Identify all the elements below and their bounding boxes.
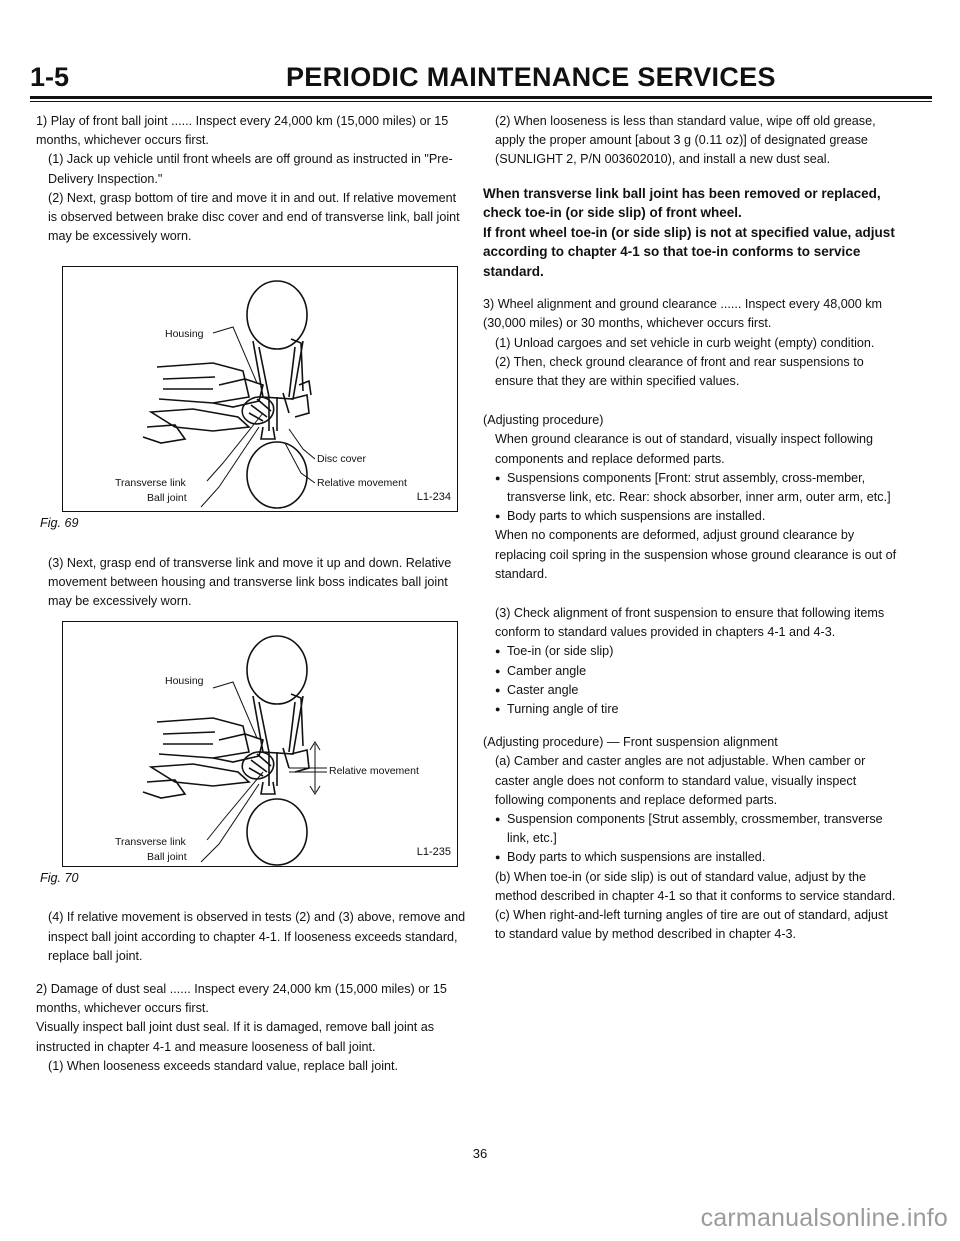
bullet-item: ● Turning angle of tire: [495, 700, 901, 719]
figure-caption: Fig. 70: [40, 871, 79, 886]
bullet-item: ● Suspensions components [Front: strut assembly, cross-member, transverse link, etc. Rear: shock absorber, inner arm, outer arm, etc.]: [495, 469, 901, 507]
dust-seal-step-1: (1) When looseness exceeds standard value, replace ball joint.: [48, 1058, 399, 1073]
watermark: carmanualsonline.info: [700, 1204, 948, 1232]
bullet-item: ● Body parts to which suspensions are installed.: [495, 848, 901, 867]
front-alignment-heading: (Adjusting procedure) — Front suspension alignment: [483, 735, 778, 750]
page-number: 36: [472, 1146, 488, 1161]
figure-code: L1-234: [416, 491, 451, 504]
step-3-grasp-link: (3) Next, grasp end of transverse link and move it up and down. Relative movement between housing and transverse link boss indicates ball joint may be excessively worn.: [48, 555, 452, 609]
page-header: [30, 62, 932, 94]
bullet-item: ● Camber angle: [495, 662, 901, 681]
header-rule: [30, 96, 932, 99]
adjusting-procedure-text: When no components are deformed, adjust ground clearance by replacing coil spring in the suspension whose ground clearance is out of standard.: [495, 528, 897, 581]
label-housing: Housing: [165, 675, 204, 688]
alignment-step-1: (1) Unload cargoes and set vehicle in curb weight (empty) condition.: [495, 335, 875, 350]
warning-toe-in-adjust: If front wheel toe-in (or side slip) is not at specified value, adjust according to chapter 4-1 so that toe-in conforms to service standard.: [483, 224, 895, 279]
figure-70: [62, 621, 458, 867]
label-ball-joint: Ball joint: [147, 492, 187, 505]
warning-toe-in-check: When transverse link ball joint has been removed or replaced, check toe-in (or side slip) of front wheel.: [483, 185, 881, 221]
label-housing: Housing: [165, 328, 204, 341]
label-disc-cover: Disc cover: [317, 453, 367, 466]
adjusting-procedure-heading: (Adjusting procedure): [483, 413, 604, 428]
alignment-step-3: (3) Check alignment of front suspension to ensure that following items conform to standard values provided in chapters 4-1 and 4-3.: [495, 605, 885, 640]
figure-code: L1-235: [416, 846, 451, 859]
bullet-item: ● Toe-in (or side slip): [495, 642, 901, 661]
item-3-wheel-alignment: 3) Wheel alignment and ground clearance ...... Inspect every 48,000 km (30,000 miles) or 30 months, whichever occurs first.: [483, 297, 883, 331]
figure-69: [62, 266, 458, 512]
step-1-jack-up: (1) Jack up vehicle until front wheels are off ground as instructed in "Pre-Delivery Inspection.": [48, 152, 453, 186]
bullet-item: ● Suspension components [Strut assembly, crossmember, transverse link, etc.]: [495, 810, 901, 848]
front-alignment-c: (c) When right-and-left turning angles of tire are out of standard, adjust to standard value by method described in chapter 4-3.: [495, 908, 888, 942]
item-1-ball-joint: 1) Play of front ball joint ...... Inspect every 24,000 km (15,000 miles) or 15 months, whichever occurs first.: [36, 114, 449, 148]
dust-seal-inspect: Visually inspect ball joint dust seal. If it is damaged, remove ball joint as instructed in chapter 4-1 and measure looseness of ball joint.: [36, 1020, 435, 1054]
header-rule-thin: [30, 101, 932, 102]
figure-caption: Fig. 69: [40, 516, 79, 531]
item-2-dust-seal: 2) Damage of dust seal ...... Inspect every 24,000 km (15,000 miles) or 15 months, whichever occurs first.: [36, 982, 447, 1016]
step-4-replace: (4) If relative movement is observed in tests (2) and (3) above, remove and inspect ball joint according to chapter 4-1. If looseness exceeds standard, replace ball joint.: [48, 910, 466, 963]
label-relative-movement: Relative movement: [317, 477, 407, 490]
label-transverse-link: Transverse link: [115, 477, 186, 490]
page-title: PERIODIC MAINTENANCE SERVICES: [286, 62, 776, 92]
section-number: 1-5: [30, 62, 70, 92]
label-ball-joint: Ball joint: [147, 851, 187, 864]
left-column: [36, 112, 466, 1076]
label-transverse-link: Transverse link: [115, 836, 186, 849]
adjusting-procedure-text: When ground clearance is out of standard, visually inspect following components and replace deformed parts.: [495, 432, 874, 466]
front-alignment-b: (b) When toe-in (or side slip) is out of standard value, adjust by the method described in chapter 4-1 so that it conforms to service standard.: [495, 869, 896, 903]
label-relative-movement: Relative movement: [329, 765, 419, 778]
step-2-grasp-tire: (2) Next, grasp bottom of tire and move it in and out. If relative movement is observed between brake disc cover and end of transverse link, ball joint may be excessively worn.: [48, 190, 460, 244]
bullet-item: ● Body parts to which suspensions are installed.: [495, 507, 901, 526]
bullet-item: ● Caster angle: [495, 681, 901, 700]
front-alignment-a: (a) Camber and caster angles are not adjustable. When camber or caster angle does not conform to standard value, visually inspect following components and replace deformed parts.: [495, 754, 866, 807]
alignment-step-2: (2) Then, check ground clearance of front and rear suspensions to ensure that they are within specified values.: [495, 354, 864, 388]
dust-seal-step-2: (2) When looseness is less than standard value, wipe off old grease, apply the proper amount [about 3 g (0.11 oz)] of designated grease (SUNLIGHT 2, P/N 003602010), and install a new dust seal.: [495, 114, 876, 167]
right-column: [483, 112, 901, 944]
ball-joint-diagram-69: [63, 267, 457, 511]
ball-joint-diagram-70: [63, 622, 457, 866]
